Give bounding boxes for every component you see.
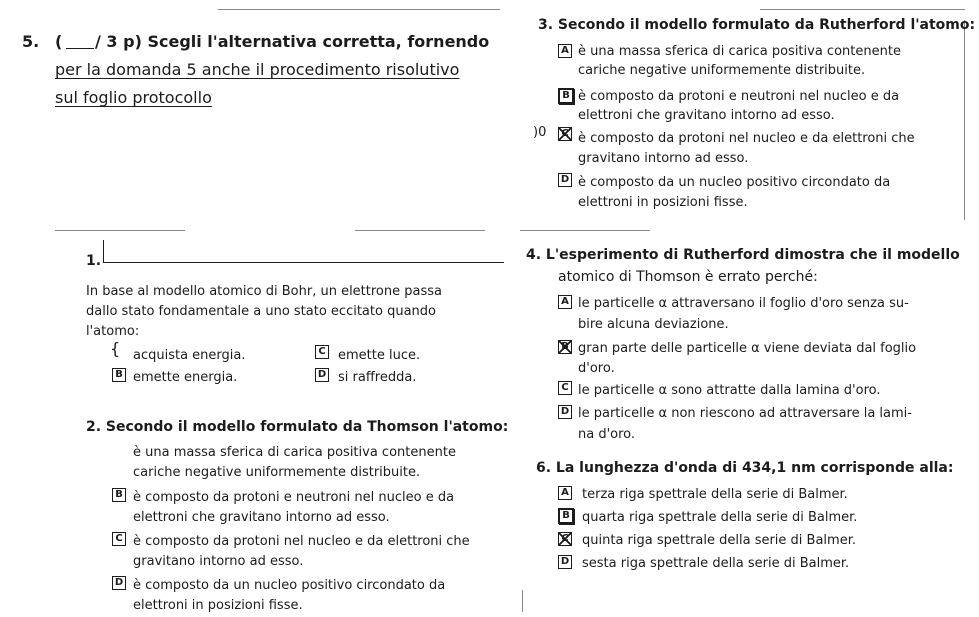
q6-option-d-text: sesta riga spettrale della serie di Balmer.: [582, 556, 850, 571]
q4-option-d-l2: na d'oro.: [578, 427, 636, 442]
q3-option-d-box[interactable]: D: [558, 173, 572, 187]
q4-option-c-box[interactable]: C: [558, 381, 572, 395]
q6-option-c-box[interactable]: C: [558, 532, 572, 546]
vertical-divider: [964, 20, 965, 220]
q3-option-d-l2: elettroni in posizioni fisse.: [578, 195, 748, 210]
q6-option-c-text: quinta riga spettrale della serie di Balmer.: [582, 533, 856, 548]
q4-option-a-l2: bire alcuna deviazione.: [578, 317, 729, 332]
q2-option-b-l2: elettroni che gravitano intorno ad esso.: [133, 510, 390, 525]
q5-score-blank: [66, 48, 94, 49]
q4-option-c-l1: le particelle α sono attratte dalla lamina d'oro.: [578, 383, 881, 398]
q5-open-paren: (: [55, 32, 63, 51]
q1-option-c-text: emette luce.: [338, 348, 421, 363]
q1-option-b-text: emette energia.: [133, 370, 238, 385]
q3-option-a-l1: è una massa sferica di carica positiva contenente: [578, 44, 901, 59]
q1-number: 1.: [86, 253, 102, 269]
q1-answer-bracket: [103, 240, 504, 263]
q5-points: / 3 p) Scegli l'alternativa corretta, fornendo: [95, 32, 490, 51]
q2-option-c-box[interactable]: C: [112, 532, 126, 546]
q6-title: 6. La lunghezza d'onda di 434,1 nm corrisponde alla:: [536, 460, 954, 476]
q1-option-a-mark: {: [110, 339, 121, 358]
q1-line3: l'atomo:: [86, 324, 140, 339]
q2-option-a-l2: cariche negative uniformemente distribuite.: [133, 465, 421, 480]
q5-number: 5.: [22, 32, 40, 51]
q2-option-a-l1: è una massa sferica di carica positiva contenente: [133, 445, 456, 460]
q3-margin-note: )0: [533, 125, 547, 140]
q3-option-b-box[interactable]: B: [558, 88, 574, 104]
middle-rule-right: [520, 230, 650, 231]
q6-option-b-text: quarta riga spettrale della serie di Balmer.: [582, 510, 858, 525]
q1-option-b-box[interactable]: B: [112, 368, 126, 382]
q6-option-a-box[interactable]: A: [558, 486, 572, 500]
q4-option-b-box[interactable]: B: [558, 340, 572, 354]
q2-title: 2. Secondo il modello formulato da Thomson l'atomo:: [86, 419, 509, 435]
q6-option-a-text: terza riga spettrale della serie di Balmer.: [582, 487, 848, 502]
q2-option-c-l2: gravitano intorno ad esso.: [133, 554, 304, 569]
q4-option-a-box[interactable]: A: [558, 295, 572, 309]
top-rule: [218, 9, 500, 10]
q4-option-b-l2: d'oro.: [578, 361, 615, 376]
q6-option-b-box[interactable]: B: [558, 508, 574, 524]
q1-option-d-text: si raffredda.: [338, 370, 417, 385]
q5-line2: per la domanda 5 anche il procedimento risolutivo: [55, 60, 460, 79]
middle-rule-left: [55, 230, 185, 231]
q3-option-b-l2: elettroni che gravitano intorno ad esso.: [578, 108, 835, 123]
q1-line1: In base al modello atomico di Bohr, un elettrone passa: [86, 284, 442, 299]
q4-option-b-l1: gran parte delle particelle α viene deviata dal foglio: [578, 341, 917, 356]
q4-title2: atomico di Thomson è errato perché:: [558, 269, 818, 285]
q3-option-c-l1: è composto da protoni nel nucleo e da elettroni che: [578, 131, 915, 146]
q3-option-c-box[interactable]: C: [558, 127, 572, 141]
q3-option-a-box[interactable]: A: [558, 44, 572, 58]
q4-option-d-box[interactable]: D: [558, 405, 572, 419]
q3-option-d-l1: è composto da un nucleo positivo circondato da: [578, 175, 891, 190]
q1-line2: dallo stato fondamentale a uno stato eccitato quando: [86, 304, 436, 319]
q2-option-d-l2: elettroni in posizioni fisse.: [133, 598, 303, 613]
q1-option-c-box[interactable]: C: [315, 345, 329, 359]
q1-option-d-box[interactable]: D: [315, 368, 329, 382]
q2-option-d-l1: è composto da un nucleo positivo circondato da: [133, 578, 446, 593]
bottom-vertical-mark: [522, 590, 523, 612]
top-rule-right: [760, 9, 965, 10]
q1-option-a-text: acquista energia.: [133, 348, 246, 363]
middle-rule-mid: [355, 230, 485, 231]
q2-option-b-box[interactable]: B: [112, 488, 126, 502]
q3-option-a-l2: cariche negative uniformemente distribuite.: [578, 63, 866, 78]
q4-option-d-l1: le particelle α non riescono ad attraversare la lami-: [578, 406, 912, 421]
q6-option-d-box[interactable]: D: [558, 555, 572, 569]
q3-option-b-l1: è composto da protoni e neutroni nel nucleo e da: [578, 89, 900, 104]
q2-option-b-l1: è composto da protoni e neutroni nel nucleo e da: [133, 490, 455, 505]
q2-option-c-l1: è composto da protoni nel nucleo e da elettroni che: [133, 534, 470, 549]
q2-option-d-box[interactable]: D: [112, 576, 126, 590]
q4-title: 4. L'esperimento di Rutherford dimostra che il modello: [526, 247, 960, 263]
q4-option-a-l1: le particelle α attraversano il foglio d'oro senza su-: [578, 296, 909, 311]
q3-title: 3. Secondo il modello formulato da Rutherford l'atomo:: [538, 17, 976, 33]
q5-line3: sul foglio protocollo: [55, 88, 212, 107]
q3-option-c-l2: gravitano intorno ad esso.: [578, 151, 749, 166]
